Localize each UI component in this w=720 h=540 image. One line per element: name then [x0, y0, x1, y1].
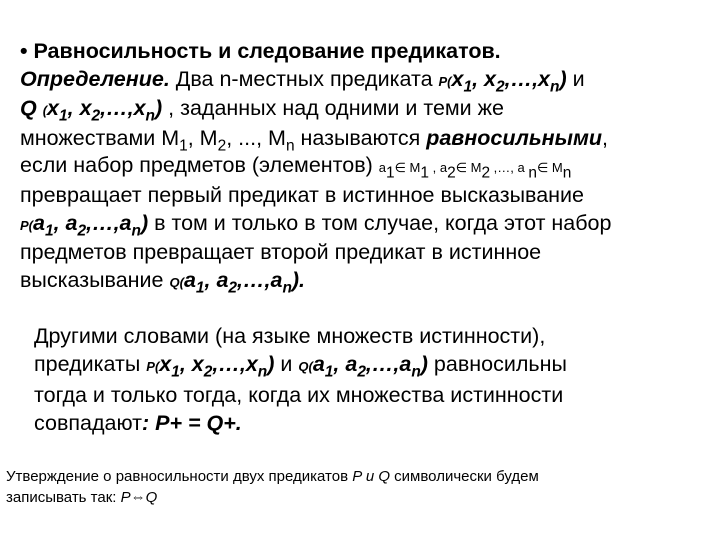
definition-line-2: Определение. Два n-местных предиката $P(x_1$, $x_2,\dots,x_n$) и — [20, 66, 585, 95]
definition-paragraph — [20, 38, 710, 296]
heading: • Равносильность и следование предикатов. — [20, 39, 501, 63]
truth-sets-paragraph — [34, 322, 710, 437]
definition-line-3: Q ($x_1$, $x_2,\dots,x_n$) , заданных над одними и теми же — [20, 96, 505, 125]
definition-line-4: множествами $M_1$, $M_2$, ..., $M_n$ называются равносильными, — [20, 125, 608, 155]
definition-line-9: высказывание $Q(a_1$, $a_2,\dots,a_n$). — [20, 267, 306, 297]
definition-line-8: предметов превращает второй предикат в истинное — [20, 240, 542, 265]
definition-line-7: $P(a_1$, $a_2,\dots,a_n$) в том и только в том случае, когда этот набор — [20, 210, 612, 239]
definition-line-6: превращает первый предикат в истинное высказывание — [20, 182, 584, 207]
notation-paragraph — [6, 466, 706, 508]
truth-sets-line-3: тогда и только тогда, когда их множества истинности — [34, 383, 564, 407]
term-equivalent: равносильными — [426, 125, 602, 150]
notation-line-2: записывать так: P⇔Q — [6, 489, 158, 506]
truth-sets-line-1: Другими словами (на языке множеств истинности), — [34, 324, 546, 348]
notation-line-1: Утверждение о равносильности двух предикатов P и Q символически будем — [6, 468, 539, 485]
definition-line-5: если набор предметов (элементов) $a_1\in$ $M_1$ , $a_2\in$ $M_2$ ,…, a $_n$∈ $M_n$ — [20, 153, 572, 182]
equivalence-symbol: P⇔Q — [120, 489, 158, 506]
truth-sets-line-4: совпадают: P+ = Q+. — [34, 411, 242, 435]
truth-sets-formula: : P+ = Q+. — [141, 411, 242, 435]
truth-sets-line-2: предикаты $P(x_1$, $x_2,\dots,x_n$) и $Q(a_1$, $a_2,\dots,a_n$) равносильны — [34, 352, 567, 381]
